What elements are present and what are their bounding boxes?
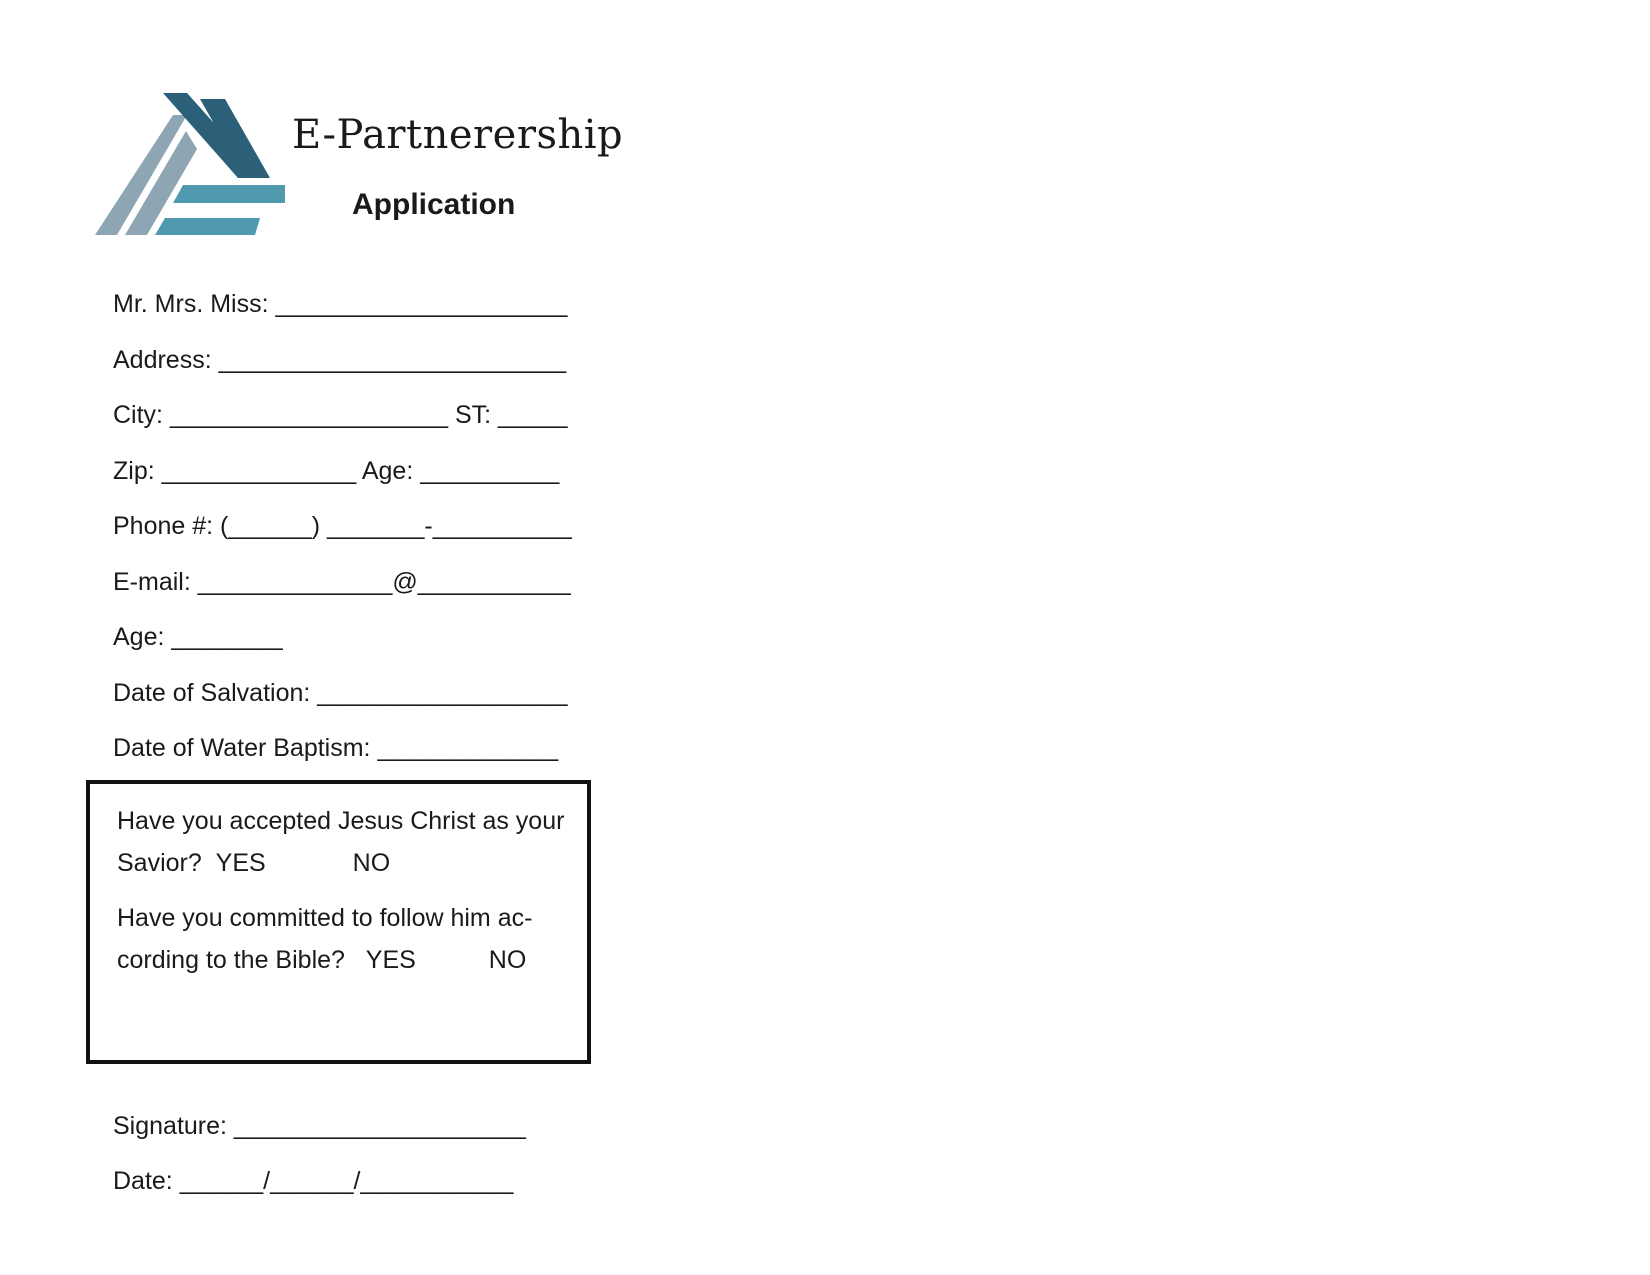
question-follow-text: Have you committed to follow him ac-cording to the Bible? [117,904,533,974]
name-field[interactable]: Mr. Mrs. Miss: _____________________ [113,290,568,318]
savior-no-option[interactable]: NO [352,849,391,877]
phone-field[interactable]: Phone #: (______) _______-__________ [113,512,572,540]
date-field[interactable]: Date: ______/______/___________ [113,1167,514,1195]
date-of-salvation-field[interactable]: Date of Salvation: __________________ [113,679,568,707]
date-of-baptism-field[interactable]: Date of Water Baptism: _____________ [113,734,559,762]
email-field[interactable]: E-mail: ______________@___________ [113,568,571,596]
question-savior [117,800,587,884]
question-follow [117,897,587,981]
address-field[interactable]: Address: _________________________ [113,346,567,374]
city-state-field[interactable]: City: ____________________ ST: _____ [113,401,568,429]
follow-no-option[interactable]: NO [488,946,527,974]
triangle-stripes-logo-icon [95,93,285,235]
savior-yes-option[interactable]: YES [215,849,266,877]
form-subtitle: Application [352,188,516,221]
follow-yes-option[interactable]: YES [365,946,416,974]
age-field[interactable]: Age: ________ [113,623,283,651]
zip-age-field[interactable]: Zip: ______________ Age: __________ [113,457,560,485]
signature-field[interactable]: Signature: _____________________ [113,1112,526,1140]
question-savior-text: Have you accepted Jesus Christ as your Savior? [117,807,565,877]
form-title: E-Partnerership [292,112,624,158]
questions-box [86,780,591,1064]
